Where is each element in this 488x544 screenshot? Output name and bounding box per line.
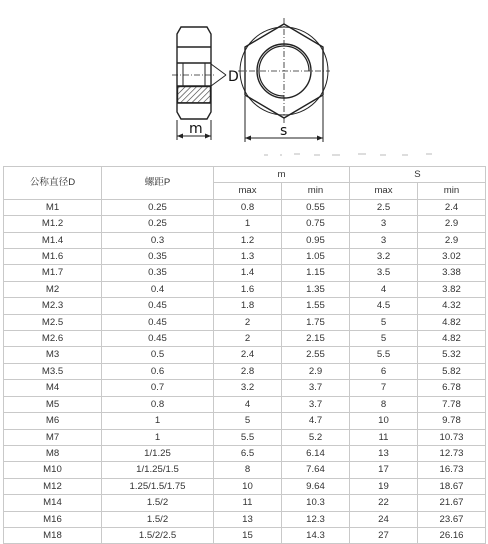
cell-nominal-diameter: M2.5 xyxy=(4,314,102,330)
cell-m-max: 5.5 xyxy=(214,429,282,445)
cell-s-max: 3 xyxy=(350,216,418,232)
cell-s-min: 3.82 xyxy=(418,281,486,297)
table-row xyxy=(4,331,486,347)
cell-pitch: 0.45 xyxy=(102,298,214,314)
cell-m-max: 8 xyxy=(214,462,282,478)
cell-nominal-diameter: M1.7 xyxy=(4,265,102,281)
cell-s-min: 23.67 xyxy=(418,511,486,527)
table-row xyxy=(4,462,486,478)
cell-pitch: 1 xyxy=(102,429,214,445)
cell-nominal-diameter: M1.6 xyxy=(4,249,102,265)
cell-m-min: 3.7 xyxy=(282,396,350,412)
cell-m-min: 0.55 xyxy=(282,199,350,215)
cell-m-max: 0.8 xyxy=(214,199,282,215)
cell-m-min: 2.15 xyxy=(282,331,350,347)
table-row xyxy=(4,314,486,330)
cell-m-max: 2.8 xyxy=(214,363,282,379)
cell-pitch: 0.7 xyxy=(102,380,214,396)
cell-m-min: 1.75 xyxy=(282,314,350,330)
cell-pitch: 0.45 xyxy=(102,314,214,330)
cell-s-max: 8 xyxy=(350,396,418,412)
cell-nominal-diameter: M16 xyxy=(4,511,102,527)
cell-s-min: 7.78 xyxy=(418,396,486,412)
nut-dimension-table-wrap xyxy=(3,166,485,544)
header-s-min: min xyxy=(418,183,486,199)
cell-s-min: 4.82 xyxy=(418,314,486,330)
cell-m-max: 11 xyxy=(214,495,282,511)
cell-m-max: 2 xyxy=(214,314,282,330)
cell-m-max: 15 xyxy=(214,527,282,543)
header-s: S xyxy=(350,167,486,183)
nut-dimension-table xyxy=(3,166,486,544)
technical-drawing xyxy=(0,0,488,160)
cell-s-max: 19 xyxy=(350,478,418,494)
cell-m-min: 0.95 xyxy=(282,232,350,248)
cell-nominal-diameter: M18 xyxy=(4,527,102,543)
cell-pitch: 0.25 xyxy=(102,216,214,232)
cell-m-min: 10.3 xyxy=(282,495,350,511)
cell-nominal-diameter: M2.6 xyxy=(4,331,102,347)
cell-m-max: 6.5 xyxy=(214,445,282,461)
cell-s-min: 16.73 xyxy=(418,462,486,478)
cell-s-max: 7 xyxy=(350,380,418,396)
cell-m-min: 2.9 xyxy=(282,363,350,379)
cell-m-min: 14.3 xyxy=(282,527,350,543)
cell-pitch: 1.5/2 xyxy=(102,495,214,511)
cell-s-min: 10.73 xyxy=(418,429,486,445)
cell-s-max: 2.5 xyxy=(350,199,418,215)
cell-nominal-diameter: M14 xyxy=(4,495,102,511)
cell-pitch: 0.35 xyxy=(102,249,214,265)
cell-m-min: 2.55 xyxy=(282,347,350,363)
cell-s-min: 21.67 xyxy=(418,495,486,511)
cell-nominal-diameter: M8 xyxy=(4,445,102,461)
cell-s-max: 10 xyxy=(350,413,418,429)
hatched-section xyxy=(178,87,211,103)
header-nominal-diameter: 公称直径D xyxy=(4,167,102,200)
cell-nominal-diameter: M3.5 xyxy=(4,363,102,379)
table-row xyxy=(4,478,486,494)
label-d: D xyxy=(228,69,239,85)
cell-m-min: 12.3 xyxy=(282,511,350,527)
table-row xyxy=(4,363,486,379)
cell-pitch: 0.3 xyxy=(102,232,214,248)
header-m: m xyxy=(214,167,350,183)
cell-s-max: 24 xyxy=(350,511,418,527)
cell-s-min: 3.02 xyxy=(418,249,486,265)
label-m: m xyxy=(189,121,203,137)
cell-nominal-diameter: M1.4 xyxy=(4,232,102,248)
cell-s-max: 6 xyxy=(350,363,418,379)
table-row xyxy=(4,445,486,461)
table-body xyxy=(4,199,486,544)
cell-m-max: 1.3 xyxy=(214,249,282,265)
nut-side-view xyxy=(172,27,216,119)
header-pitch: 螺距P xyxy=(102,167,214,200)
cell-pitch: 1.5/2 xyxy=(102,511,214,527)
cell-m-min: 7.64 xyxy=(282,462,350,478)
cell-nominal-diameter: M10 xyxy=(4,462,102,478)
cell-s-min: 12.73 xyxy=(418,445,486,461)
cell-m-max: 4 xyxy=(214,396,282,412)
cell-m-max: 1.8 xyxy=(214,298,282,314)
cell-m-max: 5 xyxy=(214,413,282,429)
cell-nominal-diameter: M4 xyxy=(4,380,102,396)
cell-pitch: 1 xyxy=(102,413,214,429)
cell-s-max: 13 xyxy=(350,445,418,461)
cell-m-min: 4.7 xyxy=(282,413,350,429)
table-row xyxy=(4,249,486,265)
hex-nut-drawing xyxy=(0,0,488,160)
table-row xyxy=(4,216,486,232)
cell-pitch: 1.5/2/2.5 xyxy=(102,527,214,543)
cell-nominal-diameter: M3 xyxy=(4,347,102,363)
nut-front-view xyxy=(238,18,330,124)
cell-m-max: 1 xyxy=(214,216,282,232)
cell-nominal-diameter: M5 xyxy=(4,396,102,412)
cell-pitch: 0.8 xyxy=(102,396,214,412)
cell-s-max: 22 xyxy=(350,495,418,511)
cell-s-max: 3 xyxy=(350,232,418,248)
cell-pitch: 0.5 xyxy=(102,347,214,363)
table-header xyxy=(4,167,486,200)
cell-s-max: 5.5 xyxy=(350,347,418,363)
header-m-min: min xyxy=(282,183,350,199)
cell-pitch: 0.6 xyxy=(102,363,214,379)
cell-s-min: 2.9 xyxy=(418,216,486,232)
table-row xyxy=(4,265,486,281)
cell-pitch: 0.35 xyxy=(102,265,214,281)
scan-artifact xyxy=(262,152,442,158)
cell-s-min: 18.67 xyxy=(418,478,486,494)
cell-m-max: 13 xyxy=(214,511,282,527)
cell-m-min: 1.55 xyxy=(282,298,350,314)
cell-m-max: 1.2 xyxy=(214,232,282,248)
cell-nominal-diameter: M2.3 xyxy=(4,298,102,314)
cell-s-max: 5 xyxy=(350,331,418,347)
cell-s-max: 3.5 xyxy=(350,265,418,281)
cell-m-min: 6.14 xyxy=(282,445,350,461)
cell-s-min: 5.32 xyxy=(418,347,486,363)
table-row xyxy=(4,511,486,527)
cell-m-max: 10 xyxy=(214,478,282,494)
cell-m-max: 2.4 xyxy=(214,347,282,363)
cell-m-max: 2 xyxy=(214,331,282,347)
cell-pitch: 1/1.25 xyxy=(102,445,214,461)
table-row xyxy=(4,347,486,363)
cell-pitch: 0.4 xyxy=(102,281,214,297)
cell-nominal-diameter: M1.2 xyxy=(4,216,102,232)
cell-m-min: 3.7 xyxy=(282,380,350,396)
cell-m-max: 1.6 xyxy=(214,281,282,297)
cell-s-min: 5.82 xyxy=(418,363,486,379)
header-m-max: max xyxy=(214,183,282,199)
cell-pitch: 0.25 xyxy=(102,199,214,215)
table-row xyxy=(4,495,486,511)
cell-s-max: 17 xyxy=(350,462,418,478)
cell-nominal-diameter: M6 xyxy=(4,413,102,429)
table-row xyxy=(4,413,486,429)
cell-s-min: 2.4 xyxy=(418,199,486,215)
cell-m-min: 1.15 xyxy=(282,265,350,281)
cell-s-min: 26.16 xyxy=(418,527,486,543)
cell-nominal-diameter: M1 xyxy=(4,199,102,215)
cell-s-max: 3.2 xyxy=(350,249,418,265)
table-row xyxy=(4,232,486,248)
cell-s-max: 4 xyxy=(350,281,418,297)
table-row xyxy=(4,527,486,543)
cell-s-min: 4.32 xyxy=(418,298,486,314)
cell-m-max: 3.2 xyxy=(214,380,282,396)
cell-s-min: 3.38 xyxy=(418,265,486,281)
cell-s-min: 4.82 xyxy=(418,331,486,347)
cell-s-min: 2.9 xyxy=(418,232,486,248)
cell-m-max: 1.4 xyxy=(214,265,282,281)
label-s: s xyxy=(280,123,288,139)
table-row xyxy=(4,429,486,445)
cell-m-min: 1.35 xyxy=(282,281,350,297)
cell-s-max: 27 xyxy=(350,527,418,543)
table-row xyxy=(4,281,486,297)
cell-nominal-diameter: M12 xyxy=(4,478,102,494)
cell-s-min: 9.78 xyxy=(418,413,486,429)
cell-m-min: 9.64 xyxy=(282,478,350,494)
table-row xyxy=(4,298,486,314)
table-row xyxy=(4,380,486,396)
cell-nominal-diameter: M2 xyxy=(4,281,102,297)
cell-s-max: 4.5 xyxy=(350,298,418,314)
table-row xyxy=(4,396,486,412)
cell-nominal-diameter: M7 xyxy=(4,429,102,445)
cell-s-min: 6.78 xyxy=(418,380,486,396)
cell-pitch: 1/1.25/1.5 xyxy=(102,462,214,478)
cell-s-max: 5 xyxy=(350,314,418,330)
cell-m-min: 1.05 xyxy=(282,249,350,265)
cell-m-min: 5.2 xyxy=(282,429,350,445)
header-s-max: max xyxy=(350,183,418,199)
table-row xyxy=(4,199,486,215)
cell-pitch: 0.45 xyxy=(102,331,214,347)
cell-s-max: 11 xyxy=(350,429,418,445)
cell-m-min: 0.75 xyxy=(282,216,350,232)
cell-pitch: 1.25/1.5/1.75 xyxy=(102,478,214,494)
